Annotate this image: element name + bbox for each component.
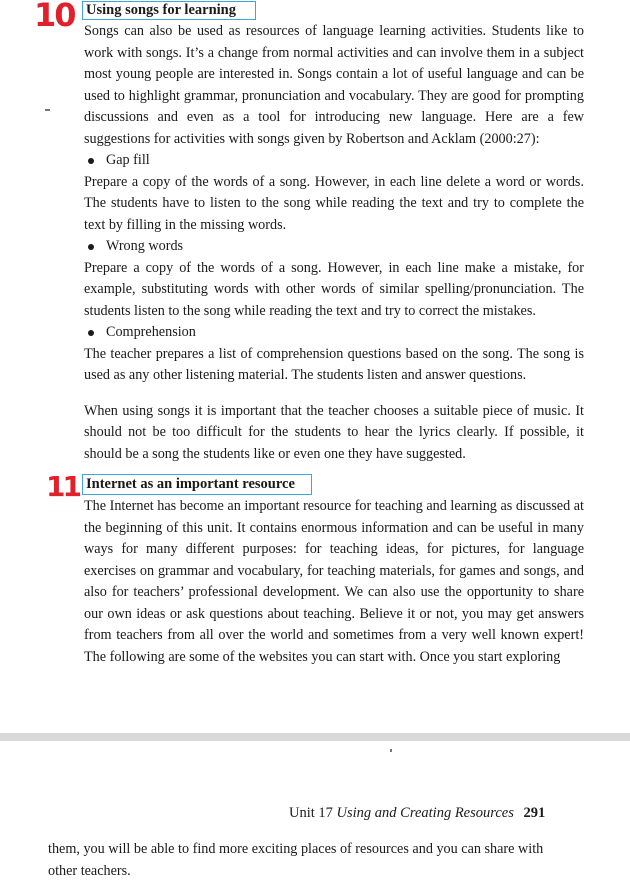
- section-internet: [84, 474, 584, 668]
- continuation-paragraph: them, you will be able to find more exciting places of resources and you can share with other teachers.: [48, 841, 544, 879]
- bullet-dot: [88, 330, 94, 336]
- bullet-dot: [88, 158, 94, 164]
- bullet-gap-fill: [84, 150, 584, 172]
- comprehension-paragraph: The teacher prepares a list of comprehension questions based on the song. The song is used as any other listening material. The students listen and answer questions.: [84, 345, 584, 383]
- page-footer: [289, 805, 545, 822]
- handwritten-annotation-11: 11: [46, 470, 79, 503]
- internet-paragraph: The Internet has become an important resource for teaching and learning as discussed at the beginning of this unit. It contains enormous information and can be useful in many ways for many different purposes: for teaching ideas, for pictures, for language exercises on grammar and vocabulary, for teaching materials, for games and songs, and also for teachers’ professional development. We can also use the opportunity to share our own ideas or ask questions about teaching. Believe it or not, you may get answers from teachers from all over the world and sometimes from a very well known expert! The following are some of the websites you can start with. Once you start exploring: [84, 498, 584, 665]
- bullet-title: Comprehension: [106, 324, 196, 340]
- songs-closing-paragraph: When using songs it is important that the teacher chooses a suitable piece of music. It should not be too difficult for the students to hear the lyrics clearly. If possible, it should be a song the students like or even one they have suggested.: [84, 402, 584, 462]
- page-number: 291: [523, 805, 546, 821]
- footer-title: Using and Creating Resources: [336, 805, 514, 821]
- section-heading-internet: Internet as an important resource: [82, 474, 312, 495]
- bullet-title: Gap fill: [106, 152, 150, 168]
- footer-unit: Unit 17: [289, 805, 333, 821]
- bullet-dot: [88, 244, 94, 250]
- bullet-wrong-words: [84, 236, 584, 258]
- gap-fill-paragraph: Prepare a copy of the words of a song. However, in each line delete a word or words. The students have to listen to the song while reading the text and try to complete the text by filling in the missing words.: [84, 173, 584, 233]
- margin-mark: [45, 109, 50, 111]
- wrong-words-paragraph: Prepare a copy of the words of a song. However, in each line make a mistake, for example, substituting words with other words of similar spelling/pronunciation. The students listen to the song while reading the text and try to correct the mistakes.: [84, 259, 584, 319]
- handwritten-annotation-10: 10: [34, 0, 75, 34]
- bullet-comprehension: [84, 322, 584, 344]
- bullet-title: Wrong words: [106, 238, 184, 254]
- songs-intro-paragraph: Songs can also be used as resources of language learning activities. Students like to work with songs. It’s a change from normal activities and can involve them in a subject most young people are interested in. Songs contain a lot of useful language and can be used to highlight grammar, pronunciation and vocabulary. They are good for prompting discussions and even as a tool for introducing new language. Here are a few suggestions for activities with songs given by Robertson and Acklam (2000:27):: [84, 23, 584, 147]
- section-songs: [84, 0, 584, 465]
- section-heading-songs: Using songs for learning: [82, 1, 256, 20]
- page-speck: [390, 749, 392, 752]
- page-gap: [0, 733, 630, 741]
